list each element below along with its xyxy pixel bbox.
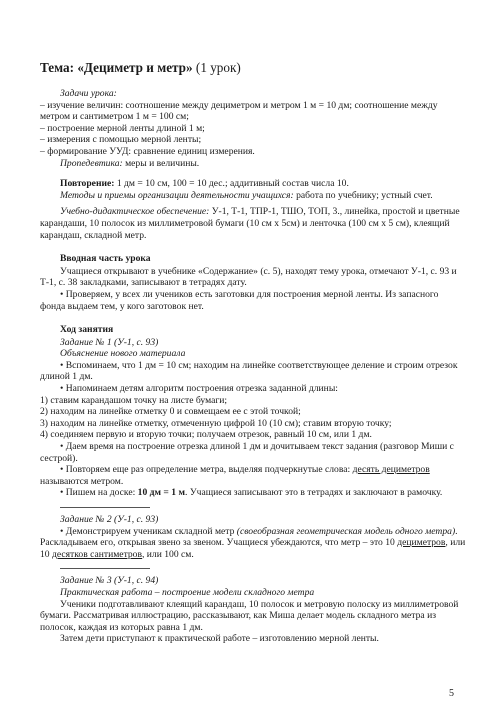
task3-subtitle: Практическая работа – построение модели складного метра	[60, 586, 315, 598]
title-label: Тема:	[40, 60, 75, 75]
task2-underlined-2: десятков сантиметров	[52, 548, 142, 560]
title-duration: (1 урок)	[195, 60, 241, 75]
task-item: – построение мерной ленты длиной 1 м;	[40, 122, 205, 134]
section-divider	[60, 568, 150, 569]
task1-subtitle: Объяснение нового материала	[60, 348, 186, 360]
board-text-end: . Учащиеся записывают это в тетрадях и заключают в рамочку.	[185, 487, 443, 499]
tasks-list	[40, 100, 466, 158]
task3-paragraph-2: Затем дети приступают к практической работе – изготовлению мерной ленты.	[60, 633, 379, 645]
propaedeutics-label: Пропедевтика:	[60, 157, 123, 169]
equipment-paragraph	[40, 206, 466, 241]
task1-title: Задание № 1 (У-1, с. 93)	[60, 336, 159, 348]
task-item: – изучение величин: соотношение между дециметром и метром 1 м = 10 дм; соотношение между метром и сантиметром 1 м = 100 см;	[40, 99, 438, 123]
algorithm-step: 2) находим на линейке отметку 0 и совмещаем ее с этой точкой;	[40, 406, 301, 418]
page-content	[40, 60, 466, 645]
equipment-label: Учебно-дидактическое обеспечение:	[60, 206, 210, 218]
intro-paragraph-2: • Проверяем, у всех ли учеников есть заготовки для построения мерной ленты. Из запасного фонда выдаем тем, у кого заготовок нет.	[40, 288, 439, 312]
title-topic: «Дециметр и метр»	[77, 60, 193, 75]
board-formula: 10 дм = 1 м	[137, 487, 186, 499]
methods-label: Методы и приемы организации деятельности учащихся:	[60, 189, 294, 201]
section-divider	[60, 507, 150, 508]
intro-paragraph-1: Учащиеся открывают в учебнике «Содержание» (с. 5), находят тему урока, отмечают У-1, с. 93 и Т-1, с. 38 закладками, записывают в тетрадях дату.	[40, 265, 457, 289]
board-text: • Пишем на доске:	[60, 487, 138, 499]
meter-definition-text: • Повторяем еще раз определение метра, выделяя подчеркнутые слова:	[60, 464, 353, 476]
algorithm-steps	[40, 395, 466, 441]
task1-paragraph-4	[40, 464, 466, 487]
methods-text: работа по учебнику; устный счет.	[293, 189, 433, 201]
task2-text-1: • Демонстрируем ученикам складной метр	[60, 525, 237, 537]
propaedeutics	[40, 158, 466, 170]
task1-paragraph-3: • Даем время на построение отрезка длиной 1 дм и дочитываем текст задания (разговор Миши с сестрой).	[40, 441, 454, 464]
lesson-heading: Ход занятия	[60, 324, 114, 336]
tasks-heading: Задачи урока:	[60, 88, 117, 99]
task2-text-4: , или 100 см.	[142, 548, 194, 560]
task1-paragraph-2: • Напоминаем детям алгоритм построения отрезка заданной длины:	[60, 383, 338, 395]
methods-paragraph	[40, 190, 466, 202]
equipment-text: У-1, Т-1, ТПР-1, ТШО, ТОП, 3., линейка, простой и цветные карандаши, 10 полосок из миллиметровой бумаги (10 см х 5см) и ленточка (100 см х 5 см), клеящий карандаш, складной метр.	[40, 206, 460, 241]
meter-definition-underlined: десять дециметров	[352, 464, 430, 476]
algorithm-step: 4) соединяем первую и вторую точки; получаем отрезок, равный 10 см, или 1 дм.	[40, 429, 372, 441]
task2-italic: (своеобразная геометрическая модель одного метра)	[236, 525, 456, 537]
intro-heading: Вводная часть урока	[60, 253, 151, 265]
meter-definition-end: называются метром.	[40, 475, 124, 487]
task2-text-2: . Раскладываем его, открывая звено за звеном. Учащиеся убеждаются, что метр – это 10	[40, 525, 458, 549]
task3-title: Задание № 3 (У-1, с. 94)	[60, 575, 159, 587]
task2-paragraph	[40, 526, 466, 561]
page-number: 5	[449, 688, 454, 699]
algorithm-step: 1) ставим карандашом точку на листе бумаги;	[40, 394, 228, 406]
task2-title: Задание № 2 (У-1, с. 93)	[60, 514, 159, 525]
review-paragraph	[40, 178, 466, 190]
review-text: 1 дм = 10 см, 100 = 10 дес.; аддитивный состав числа 10.	[114, 178, 349, 190]
lesson-title	[40, 60, 466, 75]
review-label: Повторение:	[60, 178, 115, 190]
task2-underlined-1: дециметров	[397, 537, 446, 549]
algorithm-step: 3) находим на линейке отметку, отмеченную цифрой 10 (10 см); ставим вторую точку;	[40, 417, 392, 429]
task3-paragraph-1: Ученики подготавливают клеящий карандаш, 10 полосок и метровую полоску из миллиметровой бумаги. Рассматривая иллюстрацию, рассказывают, как Миша делает модель складного метра из полосок, каждая из которых равна 1 дм.	[40, 598, 459, 633]
task2-text-3: , или 10	[40, 537, 466, 560]
propaedeutics-text: меры и величины.	[122, 157, 200, 169]
task1-paragraph-1: • Вспоминаем, что 1 дм = 10 см; находим на линейке соответствующее деление и строим отрезок длиной 1 дм.	[40, 359, 458, 383]
task1-paragraph-5	[40, 487, 466, 499]
task-item: – измерения с помощью мерной ленты;	[40, 134, 202, 146]
task-item: – формирование УУД: сравнение единиц измерения.	[40, 145, 255, 157]
